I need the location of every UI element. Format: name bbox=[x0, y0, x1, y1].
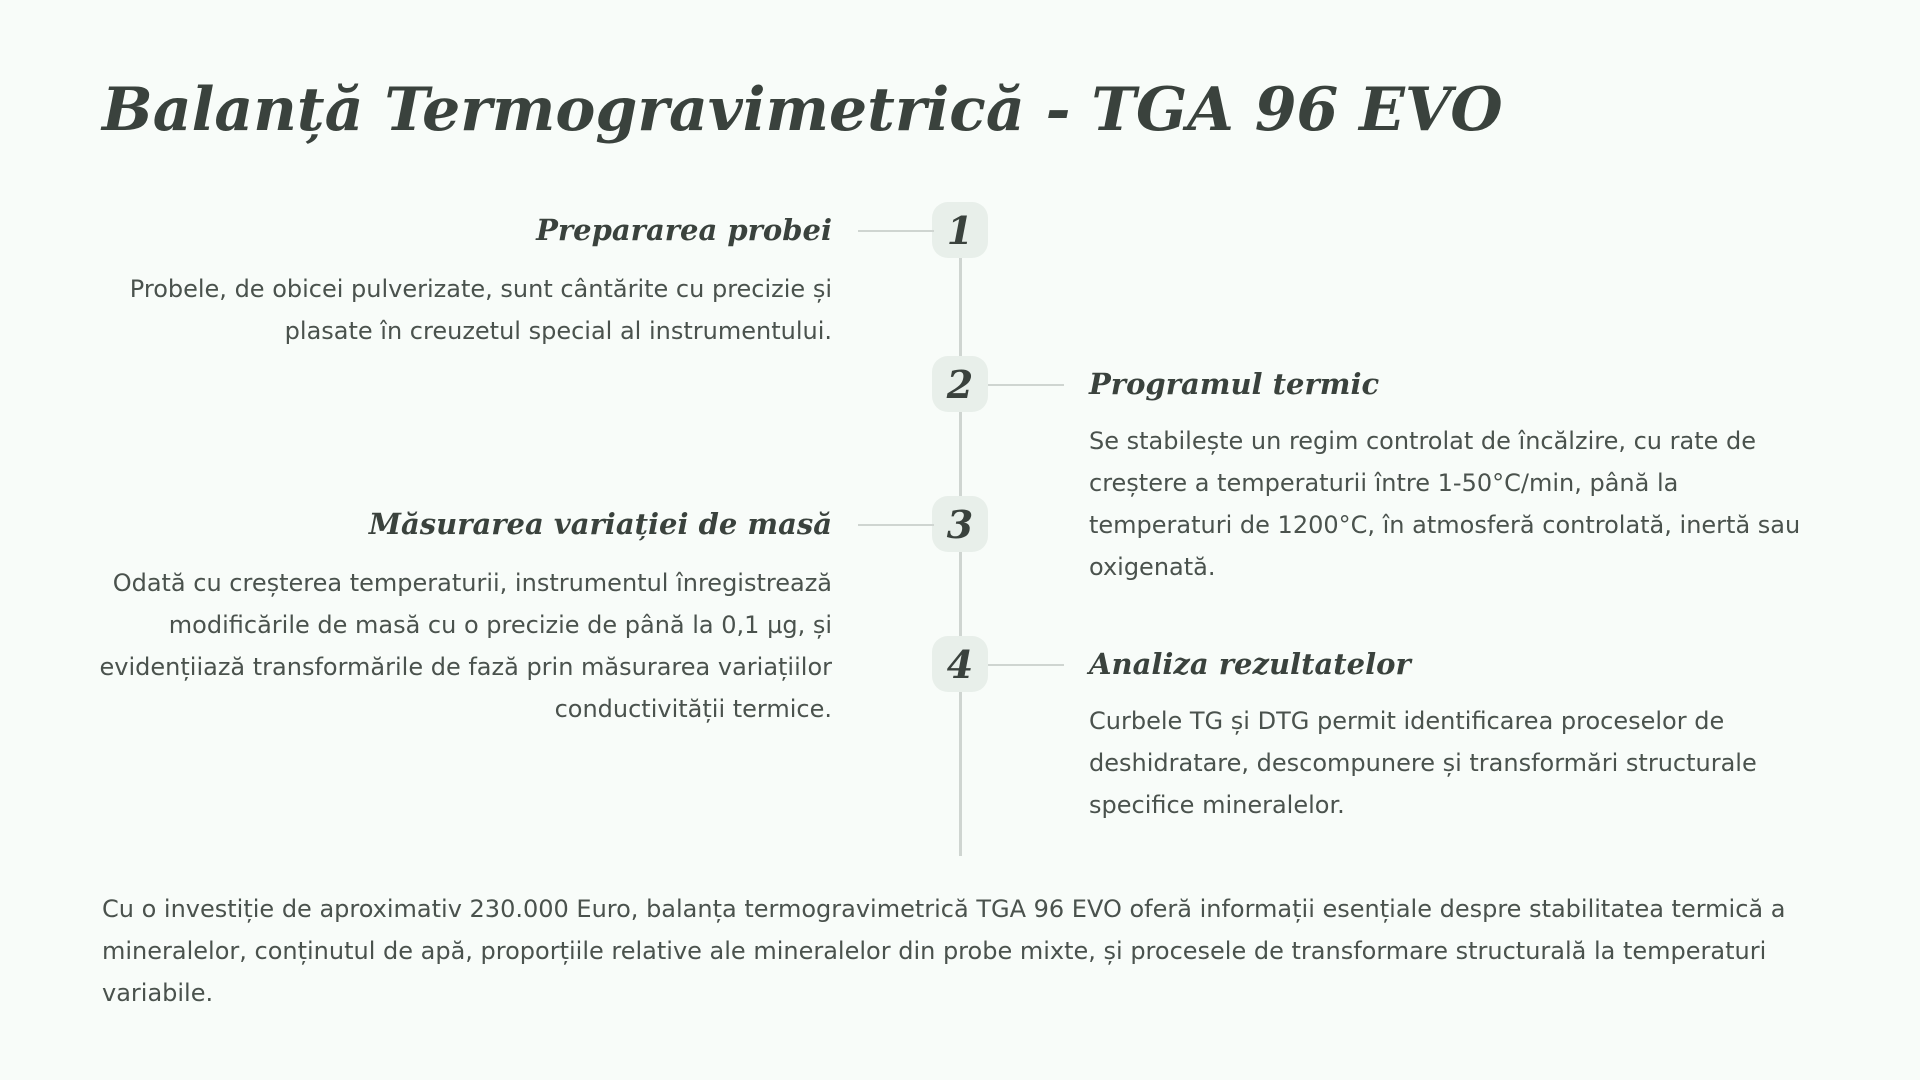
step-1-connector bbox=[858, 230, 934, 232]
step-2-connector bbox=[988, 384, 1064, 386]
step-3-connector bbox=[858, 524, 934, 526]
step-4-text: Curbele TG și DTG permit identificarea proceselor de deshidratare, descompunere și transformări structurale specifice mineralelor. bbox=[1089, 707, 1757, 819]
page-title: Balanță Termogravimetrică - TGA 96 EVO bbox=[102, 75, 1503, 145]
step-4-title: Analiza rezultatelor bbox=[1089, 647, 1411, 681]
step-3-badge: 3 bbox=[932, 496, 988, 552]
step-2-badge: 2 bbox=[932, 356, 988, 412]
step-1-badge: 1 bbox=[932, 202, 988, 258]
step-3-text: Odată cu creșterea temperaturii, instrumentul înregistrează modificările de masă cu o precizie de până la 0,1 µg, și evidențiiază transformările de fază prin măsurarea variațiilor conductivității termice. bbox=[99, 569, 832, 723]
step-1-text: Probele, de obicei pulverizate, sunt cântărite cu precizie și plasate în creuzetul special al instrumentului. bbox=[129, 275, 832, 345]
step-1-title: Prepararea probei bbox=[536, 213, 832, 247]
step-3-title: Măsurarea variației de masă bbox=[368, 507, 832, 541]
step-2-text: Se stabilește un regim controlat de încălzire, cu rate de creștere a temperaturii între 1-50°C/min, până la temperaturi de 1200°C, în atmosferă controlată, inertă sau oxigenată. bbox=[1089, 427, 1801, 581]
step-2-title: Programul termic bbox=[1089, 367, 1380, 401]
step-4-connector bbox=[988, 664, 1064, 666]
step-4-badge: 4 bbox=[932, 636, 988, 692]
footer-text: Cu o investiție de aproximativ 230.000 Euro, balanța termogravimetrică TGA 96 EVO oferă informații esențiale despre stabilitatea termică a mineralelor, conținutul de apă, proporțiile relative ale mineralelor din probe mixte, și procesele de transformare structurală la temperaturi variabile. bbox=[102, 895, 1786, 1007]
